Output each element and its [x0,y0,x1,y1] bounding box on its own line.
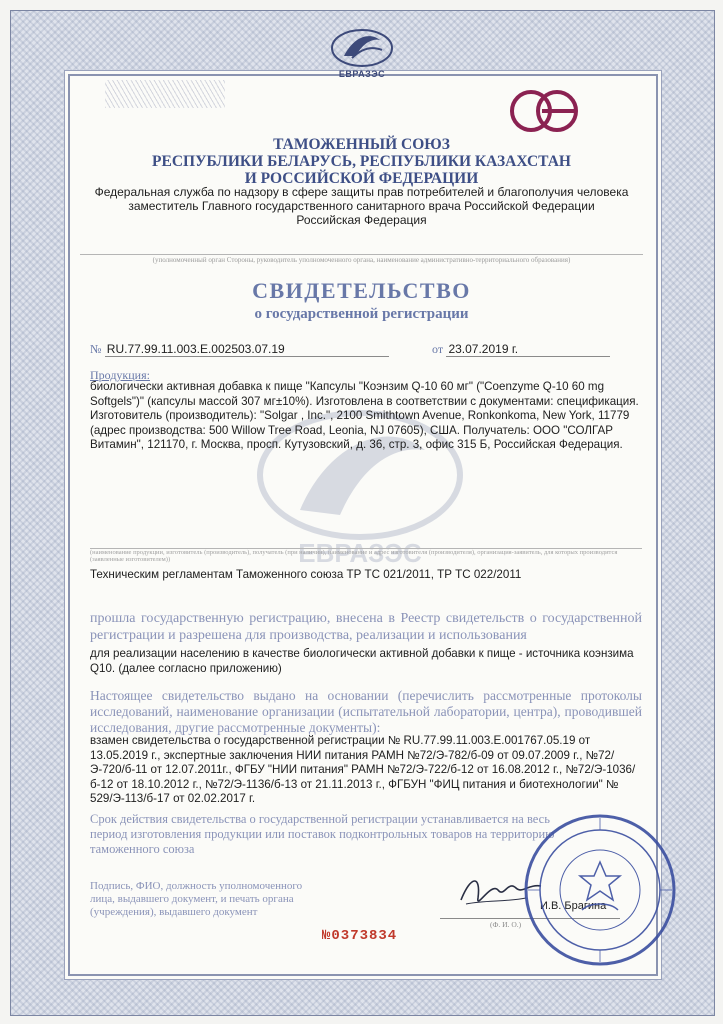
signer-name: И.В. Брагина [540,900,607,912]
number-label: № [90,342,102,356]
authority-caption: (уполномоченный орган Стороны, руководитель уполномоченного органа, наименование административно-территориального образования) [80,254,643,264]
signature-caption: Подпись, ФИО, должность уполномоченного лица, выдавшего документ, и печать органа (учреждения), выдавшего документ [90,880,303,918]
union-line-1: ТАМОЖЕННЫЙ СОЮЗ [273,136,450,153]
basis-intro: Настоящее свидетельство выдано на основании (перечислить рассмотренные протоколы исследований, наименование организации (испытательной лаборатории, центра), проводившей исследования, другие рассмотренные документы): [90,688,642,735]
registration-date [432,342,610,357]
union-line-2: РЕСПУБЛИКИ БЕЛАРУСЬ, РЕСПУБЛИКИ КАЗАХСТАН [152,153,571,170]
product-description: биологически активная добавка к пище "Капсулы "Коэнзим Q-10 60 мг" ("Coenzyme Q-10 60 mg Softgels")" (капсулы массой 307 мг±10%). Изготовлена в соответствии с документами: спецификация. Изготовитель (производитель): "Solgar , Inc.", 2100 Smithtown Avenue, Ronkonkoma, New York, 11779 (адрес производства: 500 Willow Tree Road, Leonia, NJ 07605), США. Получатель: ООО "СОЛГАР Витамин", 121170, г. Москва, просп. Кутузовский, д. 36, стр. 3, офис 315 Б, Российская Федерация. [90,380,639,451]
date-value: 23.07.2019 г. [446,342,610,357]
product-label: Продукция: [90,368,150,382]
validity-statement: Срок действия свидетельства о государственной регистрации устанавливается на весь период изготовления продукции или поставок подконтрольных товаров на территорию таможенного союза [90,812,555,856]
date-label: от [432,342,444,356]
agency-line-2: заместитель Главного государственного санитарного врача Российской Федерации [128,199,595,213]
number-value: RU.77.99.11.003.Е.002503.07.19 [105,342,389,357]
emblem-caption: ЕВРАЗЭС [338,69,386,79]
basis-documents: взамен свидетельства о государственной регистрации № RU.77.99.11.003.Е.001767.05.19 от 13.05.2019 г., экспертные заключения НИИ питания РАМН №72/Э-782/б-09 от 09.07.2009 г., №72/Э-720/б-11 от 12.07.2011г., ФГБУ "НИИ питания" РАМН №72/Э-722/б-12 от 16.08.2012 г., №72/Э-1036/б-12 от 18.10.2012 г., №72/Э-1136/б-13 от 21.11.2013 г., ФГБУН "ФИЦ питания и биотехнологии" № 529/Э-113/б-17 от 02.02.2017 г. [90,734,636,805]
intended-use: для реализации населению в качестве биологически активной добавки к пище - источника коэнзима Q10. (далее согласно приложению) [90,647,634,675]
eac-conformity-mark-icon [508,88,580,134]
issuing-authority [80,185,643,227]
hologram-patch [105,80,225,108]
signer-field-caption: (Ф. И. О.) [490,920,522,929]
watermark-caption: ЕВРАЗЭС [298,538,422,568]
regulation-text: Техническим регламентам Таможенного союза ТР ТС 021/2011, ТР ТС 022/2011 [90,568,522,581]
document-title: СВИДЕТЕЛЬСТВО [252,278,471,303]
product-caption: (наименование продукции, изготовитель (производитель), получатель (при наличии), наименование и адрес изготовителя (производителя), организация-заявитель, для которых производится (заявленные изготовителем)) [90,548,642,563]
agency-line-1: Федеральная служба по надзору в сфере защиты прав потребителей и благополучия человека [94,185,629,199]
registration-statement: прошла государственную регистрацию, внесена в Реестр свидетельств о государственной регистрации и разрешена для производства, реализации и использования [90,611,642,643]
serial-number: №0373834 [322,928,398,944]
official-seal-icon [520,810,680,970]
registration-number [90,342,389,357]
agency-line-3: Российская Федерация [296,213,427,227]
union-line-3: И РОССИЙСКОЙ ФЕДЕРАЦИИ [244,170,479,187]
union-heading [80,136,643,187]
document-subtitle: о государственной регистрации [254,306,469,322]
eurasec-emblem-icon [322,26,402,79]
